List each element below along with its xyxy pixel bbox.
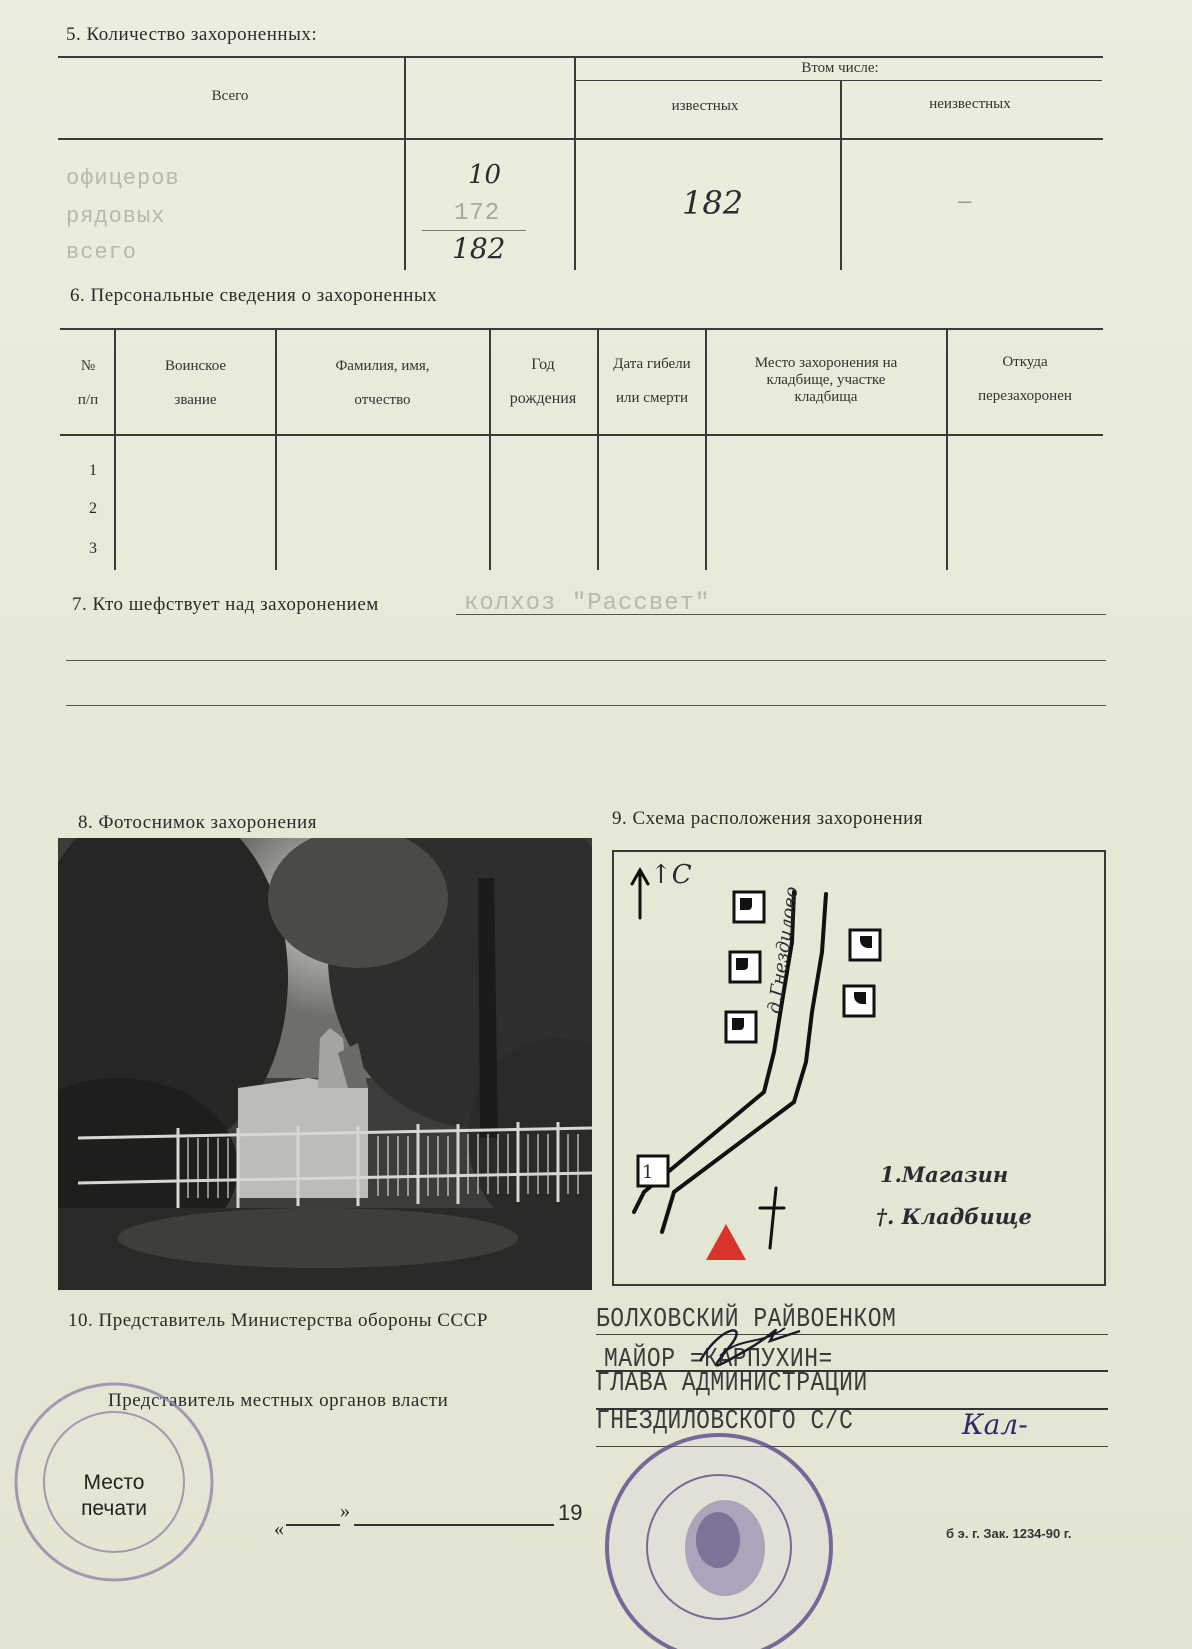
section6-title: 6. Персональные сведения о захороненных [70, 285, 438, 306]
table6-div-6 [946, 330, 948, 570]
mod-line1-underline [596, 1334, 1108, 1335]
header-num-2: п/п [77, 392, 99, 408]
row-number-1: 1 [89, 462, 97, 479]
table6-div-1 [114, 330, 116, 570]
table6-div-2 [275, 330, 277, 570]
row-label-total: всего [66, 240, 138, 265]
print-info: б э. г. Зак. 1234-90 г. [946, 1526, 1072, 1541]
date-month-line [354, 1524, 554, 1526]
header-name-2: отчество [354, 392, 411, 408]
mod-representative-line1: БОЛХОВСКИЙ РАЙВОЕНКОМ [596, 1304, 897, 1334]
mod-signature [690, 1316, 810, 1376]
unknown-count: — [958, 190, 973, 215]
privates-count: 172 [454, 200, 501, 227]
road-right-edge [662, 894, 826, 1232]
table5-top-border [58, 56, 1103, 58]
section7-title: 7. Кто шефствует над захоронением [72, 594, 379, 615]
header-death-1: Дата гибели [613, 356, 691, 372]
legend-cemetery: †. Кладбище [876, 1204, 1032, 1229]
local-signature: Кал- [962, 1408, 1028, 1441]
row-number-3: 3 [89, 540, 97, 557]
header-rank-1: Воинское [164, 358, 227, 374]
section9-title: 9. Схема расположения захоронения [612, 808, 924, 829]
header-place-2: кладбище, участке [766, 372, 886, 388]
stamp-right [600, 1428, 838, 1649]
patron-line-3 [66, 705, 1106, 706]
table5-col-divider-3 [840, 80, 842, 270]
row-number-2: 2 [89, 500, 97, 517]
stamp-left [12, 1380, 217, 1585]
header-birth-1: Год [531, 356, 555, 373]
local-line1-underline [596, 1408, 1108, 1410]
header-death-2: или смерти [616, 390, 688, 406]
burial-photo-image [58, 838, 592, 1290]
known-count: 182 [682, 184, 744, 222]
section5-title: 5. Количество захороненных: [66, 24, 318, 45]
burial-marker-triangle [706, 1224, 746, 1260]
header-including: Втом числе: [801, 60, 879, 76]
stamp-place-line2: печати [81, 1497, 147, 1520]
patron-line-2 [66, 660, 1106, 661]
row-label-privates: рядовых [66, 204, 166, 229]
stamp-right-rings [600, 1428, 838, 1649]
header-birth-2: рождения [509, 390, 577, 407]
header-name-1: Фамилия, имя, [335, 358, 430, 374]
local-representative-line1: ГЛАВА АДМИНИСТРАЦИИ [596, 1368, 868, 1398]
mod-representative-line2: МАЙОР =КАРПУХИН= [604, 1344, 833, 1374]
date-day-line [286, 1524, 340, 1526]
table5-header-bottom [58, 138, 1103, 140]
stamp-place-line1: Место [83, 1471, 145, 1494]
header-rank-2: звание [174, 392, 217, 408]
patron-underline [456, 614, 1106, 615]
sum-line [422, 230, 526, 231]
header-known: известных [671, 98, 739, 114]
stamp-place-label [64, 1470, 164, 1522]
burial-photo [58, 838, 592, 1290]
date-quote-close: » [340, 1500, 350, 1522]
legend-shop: 1.Магазин [880, 1162, 1009, 1187]
shop-building-label: 1 [642, 1162, 654, 1183]
date-quote-open: « [274, 1518, 284, 1540]
header-total: Всего [211, 88, 249, 104]
header-num-1: № [80, 358, 96, 374]
table6-div-5 [705, 330, 707, 570]
table6-div-3 [489, 330, 491, 570]
section10-title: 10. Представитель Министерства обороны СССР [68, 1310, 488, 1331]
table5-subheader-line [574, 80, 1102, 81]
north-label: ↑С [650, 860, 692, 890]
header-place-1: Место захоронения на [754, 355, 898, 371]
header-place-3: кладбища [794, 389, 858, 405]
header-unknown: неизвестных [929, 96, 1011, 112]
table5-col-divider-2 [574, 58, 576, 270]
cemetery-cross-vertical [770, 1188, 776, 1248]
patron-value: колхоз "Рассвет" [464, 590, 711, 617]
date-year-prefix: 19 [558, 1500, 583, 1525]
village-street-label: д.Гнездилово [764, 885, 803, 1015]
local-representative-title: Представитель местных органов власти [108, 1390, 449, 1411]
table5-col-divider-1 [404, 58, 406, 270]
local-representative-line2: ГНЕЗДИЛОВСКОГО С/С [596, 1406, 854, 1436]
total-count: 182 [452, 232, 506, 265]
row-label-officers: офицеров [66, 166, 180, 191]
header-origin-1: Откуда [1002, 354, 1048, 370]
table6-div-4 [597, 330, 599, 570]
header-origin-2: перезахоронен [978, 388, 1072, 404]
section8-title: 8. Фотоснимок захоронения [78, 812, 317, 833]
location-scheme [612, 850, 1106, 1286]
officers-count: 10 [468, 160, 502, 190]
